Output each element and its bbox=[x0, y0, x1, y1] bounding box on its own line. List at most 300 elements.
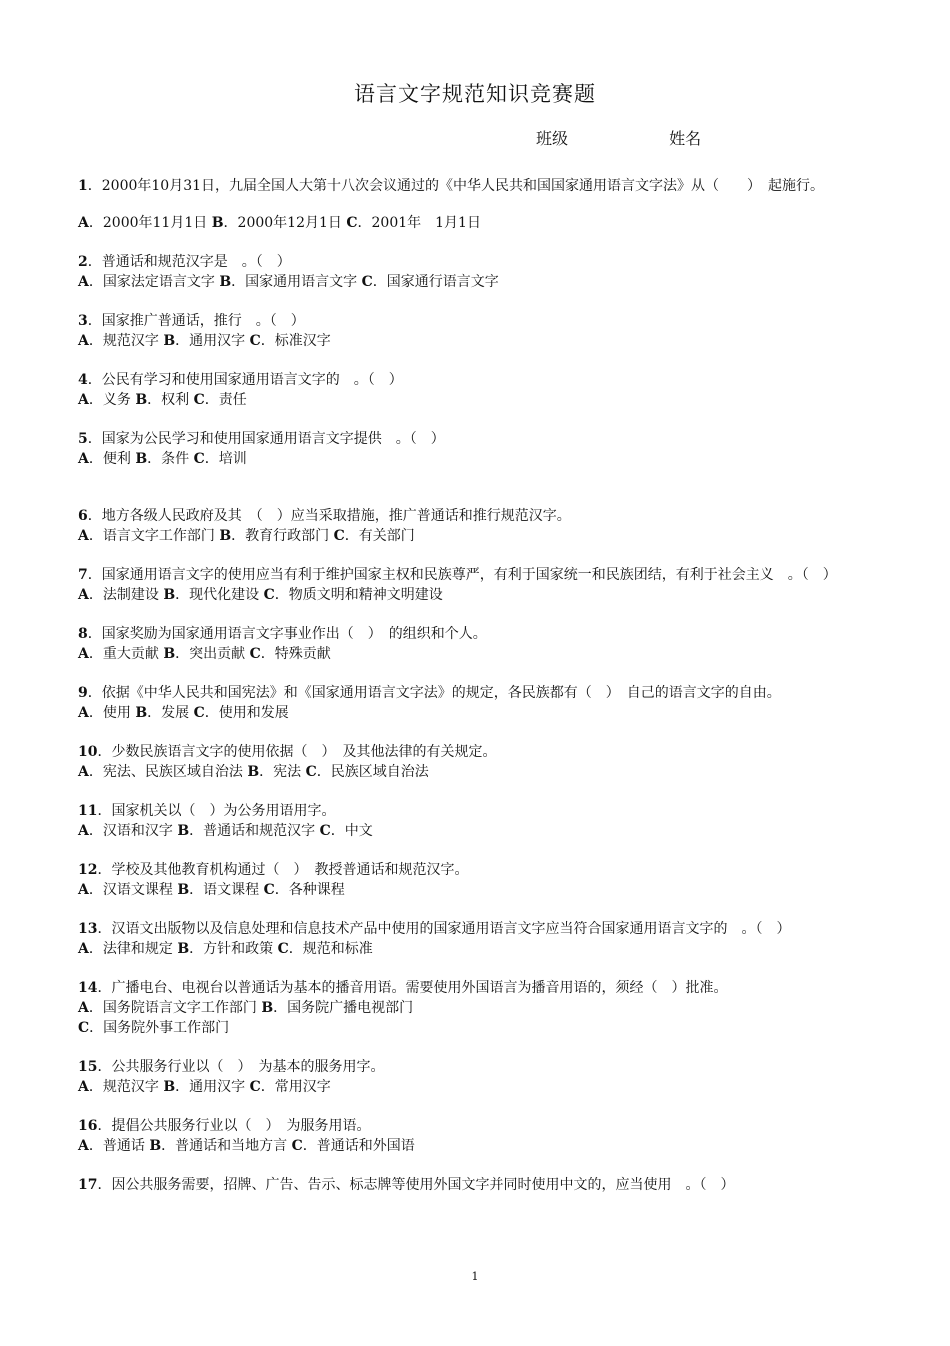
option-letter: B bbox=[149, 1138, 162, 1154]
question-number-dot: ． bbox=[97, 980, 112, 996]
answer-option bbox=[250, 1079, 331, 1095]
question-item bbox=[78, 311, 878, 370]
option-letter-dot: ． bbox=[189, 941, 204, 957]
option-letter: C bbox=[291, 1138, 303, 1154]
option-letter: C bbox=[78, 1020, 90, 1036]
answer-option bbox=[194, 705, 289, 721]
option-letter: A bbox=[78, 528, 89, 544]
option-letter-dot: ． bbox=[88, 705, 103, 721]
answer-option bbox=[78, 1138, 145, 1154]
option-text: 常用汉字 bbox=[274, 1079, 331, 1095]
option-letter: A bbox=[78, 882, 89, 898]
answer-option bbox=[212, 215, 342, 231]
option-text: 培训 bbox=[218, 451, 247, 467]
option-letter: B bbox=[135, 705, 148, 721]
answer-option bbox=[278, 941, 373, 957]
option-text: 2000年12月1日 bbox=[237, 215, 342, 231]
question-number-dot: ． bbox=[87, 178, 102, 194]
question-number: 9 bbox=[78, 685, 88, 701]
option-text: 语言文字工作部门 bbox=[102, 528, 215, 544]
option-letter-dot: ． bbox=[288, 941, 303, 957]
answer-option bbox=[261, 1000, 413, 1016]
option-text: 条件 bbox=[161, 451, 190, 467]
options-line bbox=[78, 1018, 878, 1038]
option-letter-dot: ． bbox=[88, 587, 103, 603]
option-letter: B bbox=[211, 215, 224, 231]
option-letter: B bbox=[219, 528, 232, 544]
question-item bbox=[78, 1175, 878, 1214]
option-letter-dot: ． bbox=[316, 764, 331, 780]
question-text-line bbox=[78, 429, 878, 449]
question-number-dot: ． bbox=[87, 508, 102, 524]
answer-option bbox=[135, 705, 189, 721]
option-letter: A bbox=[78, 587, 89, 603]
option-text: 权利 bbox=[161, 392, 190, 408]
answer-option bbox=[163, 587, 259, 603]
question-number-dot: ． bbox=[87, 685, 102, 701]
question-text-line bbox=[78, 742, 878, 762]
question-text-line bbox=[78, 624, 878, 644]
question-number-dot: ． bbox=[87, 372, 102, 388]
question-number: 11 bbox=[78, 803, 98, 819]
option-letter: A bbox=[78, 705, 89, 721]
option-letter-dot: ． bbox=[147, 392, 162, 408]
answer-option bbox=[78, 1000, 257, 1016]
answer-option bbox=[264, 587, 443, 603]
question-number-dot: ． bbox=[87, 313, 102, 329]
question-text-line bbox=[78, 1057, 878, 1077]
option-letter-dot: ． bbox=[204, 705, 219, 721]
question-item bbox=[78, 252, 878, 311]
option-text: 重大贡献 bbox=[102, 646, 159, 662]
question-number: 4 bbox=[78, 372, 88, 388]
question-text-line bbox=[78, 565, 878, 585]
question-text: 公民有学习和使用国家通用语言文字的 。（ ） bbox=[101, 372, 403, 388]
answer-option bbox=[194, 392, 247, 408]
answer-option bbox=[149, 1138, 287, 1154]
question-text-line bbox=[78, 252, 878, 272]
option-letter: B bbox=[177, 823, 190, 839]
option-letter-dot: ． bbox=[260, 1079, 275, 1095]
option-letter-dot: ． bbox=[204, 451, 219, 467]
option-text: 便利 bbox=[102, 451, 131, 467]
option-text: 现代化建设 bbox=[189, 587, 260, 603]
option-letter-dot: ． bbox=[204, 392, 219, 408]
option-letter: B bbox=[247, 764, 260, 780]
answer-option bbox=[78, 333, 159, 349]
option-letter-dot: ． bbox=[231, 274, 246, 290]
options-line bbox=[78, 644, 878, 664]
option-letter: B bbox=[177, 882, 190, 898]
answer-option bbox=[334, 528, 415, 544]
question-item bbox=[78, 801, 878, 860]
option-letter-dot: ． bbox=[88, 882, 103, 898]
option-letter: C bbox=[319, 823, 331, 839]
question-number: 8 bbox=[78, 626, 88, 642]
option-text: 宪法 bbox=[273, 764, 302, 780]
question-text: 学校及其他教育机构通过（ ） 教授普通话和规范汉字。 bbox=[111, 862, 469, 878]
option-text: 特殊贡献 bbox=[274, 646, 331, 662]
answer-option bbox=[78, 823, 173, 839]
question-text: 国家推广普通话，推行 。（ ） bbox=[101, 313, 305, 329]
options-line bbox=[78, 390, 878, 410]
question-number-dot: ． bbox=[97, 1177, 112, 1193]
option-letter-dot: ． bbox=[259, 764, 274, 780]
option-text: 汉语和汉字 bbox=[102, 823, 173, 839]
question-text-line bbox=[78, 1116, 878, 1136]
option-letter: B bbox=[219, 274, 232, 290]
option-text: 责任 bbox=[218, 392, 247, 408]
option-text: 法制建设 bbox=[102, 587, 159, 603]
question-number: 2 bbox=[78, 254, 88, 270]
answer-option bbox=[78, 528, 215, 544]
question-item bbox=[78, 565, 878, 624]
question-number: 6 bbox=[78, 508, 88, 524]
student-fields bbox=[536, 126, 701, 149]
question-text-line bbox=[78, 311, 878, 331]
answer-option bbox=[78, 1079, 159, 1095]
option-letter: A bbox=[78, 1079, 89, 1095]
option-text: 通用汉字 bbox=[189, 333, 246, 349]
answer-option bbox=[306, 764, 429, 780]
option-text: 中文 bbox=[344, 823, 373, 839]
options-line bbox=[78, 821, 878, 841]
question-item bbox=[78, 919, 878, 978]
answer-option bbox=[177, 941, 273, 957]
question-number-dot: ． bbox=[97, 1059, 112, 1075]
question-item bbox=[78, 742, 878, 801]
option-letter: C bbox=[333, 528, 345, 544]
question-text: 国家通用语言文字的使用应当有利于维护国家主权和民族尊严，有利于国家统一和民族团结，有利于社会主义 。（ ） bbox=[101, 567, 837, 583]
question-text-line bbox=[78, 801, 878, 821]
option-letter-dot: ． bbox=[175, 1079, 190, 1095]
question-text: 少数民族语言文字的使用依据（ ） 及其他法律的有关规定。 bbox=[111, 744, 497, 760]
option-text: 规范汉字 bbox=[102, 333, 159, 349]
option-text: 规范和标准 bbox=[302, 941, 373, 957]
question-text: 提倡公共服务行业以（ ） 为服务用语。 bbox=[111, 1118, 371, 1134]
option-letter-dot: ． bbox=[88, 941, 103, 957]
answer-option bbox=[78, 215, 207, 231]
option-letter: A bbox=[78, 764, 89, 780]
question-item bbox=[78, 978, 878, 1057]
answer-option bbox=[177, 823, 315, 839]
options-line bbox=[78, 880, 878, 900]
option-letter-dot: ． bbox=[223, 215, 238, 231]
option-text: 通用汉字 bbox=[189, 1079, 246, 1095]
page-title: 语言文字规范知识竞赛题 bbox=[354, 82, 596, 106]
option-letter-dot: ． bbox=[88, 1079, 103, 1095]
question-text: 国家机关以（ ）为公务用语用字。 bbox=[111, 803, 336, 819]
question-number-dot: ． bbox=[87, 567, 102, 583]
option-letter-dot: ． bbox=[88, 333, 103, 349]
options-line bbox=[78, 585, 878, 605]
question-item bbox=[78, 176, 878, 252]
option-text: 普通话 bbox=[102, 1138, 145, 1154]
answer-option bbox=[292, 1138, 415, 1154]
question-text-line bbox=[78, 860, 878, 880]
option-text: 各种课程 bbox=[288, 882, 345, 898]
option-letter: B bbox=[163, 646, 176, 662]
option-letter: B bbox=[163, 333, 176, 349]
option-letter: C bbox=[263, 882, 275, 898]
answer-option bbox=[250, 333, 331, 349]
question-text-line bbox=[78, 176, 878, 196]
answer-option bbox=[247, 764, 301, 780]
option-letter-dot: ． bbox=[175, 646, 190, 662]
question-item bbox=[78, 624, 878, 683]
option-letter-dot: ． bbox=[260, 646, 275, 662]
option-letter-dot: ． bbox=[88, 646, 103, 662]
question-item bbox=[78, 860, 878, 919]
option-letter-dot: ． bbox=[89, 1020, 104, 1036]
option-letter: C bbox=[277, 941, 289, 957]
option-text: 规范汉字 bbox=[102, 1079, 159, 1095]
name-label: 姓名 bbox=[669, 129, 702, 148]
option-letter: C bbox=[193, 705, 205, 721]
option-letter: A bbox=[78, 646, 89, 662]
option-text: 普通话和外国语 bbox=[316, 1138, 415, 1154]
options-line bbox=[78, 703, 878, 723]
option-text: 语文课程 bbox=[203, 882, 260, 898]
option-text: 汉语文课程 bbox=[102, 882, 173, 898]
option-letter-dot: ． bbox=[302, 1138, 317, 1154]
question-number: 1 bbox=[78, 178, 88, 194]
option-letter-dot: ． bbox=[161, 1138, 176, 1154]
question-number: 7 bbox=[78, 567, 88, 583]
answer-option bbox=[135, 392, 189, 408]
answer-option bbox=[250, 646, 331, 662]
question-item bbox=[78, 683, 878, 742]
option-letter-dot: ． bbox=[88, 274, 103, 290]
option-letter-dot: ． bbox=[274, 587, 289, 603]
options-line bbox=[78, 939, 878, 959]
question-text-line bbox=[78, 1175, 878, 1195]
option-letter: A bbox=[78, 215, 89, 231]
answer-option bbox=[163, 646, 245, 662]
option-text: 标准汉字 bbox=[274, 333, 331, 349]
option-letter: B bbox=[135, 392, 148, 408]
question-number: 13 bbox=[78, 921, 98, 937]
option-text: 国家通用语言文字 bbox=[245, 274, 358, 290]
question-text: 依据《中华人民共和国宪法》和《国家通用语言文字法》的规定，各民族都有（ ） 自己的语言文字的自由。 bbox=[101, 685, 781, 701]
option-letter: A bbox=[78, 333, 89, 349]
option-text: 使用 bbox=[102, 705, 131, 721]
option-text: 教育行政部门 bbox=[245, 528, 330, 544]
question-text-line bbox=[78, 370, 878, 390]
answer-option bbox=[78, 274, 215, 290]
option-letter: B bbox=[135, 451, 148, 467]
option-text: 2000年11月1日 bbox=[102, 215, 208, 231]
option-text: 方针和政策 bbox=[203, 941, 274, 957]
question-text: 国家为公民学习和使用国家通用语言文字提供 。（ ） bbox=[101, 431, 445, 447]
option-letter: C bbox=[249, 646, 261, 662]
options-line bbox=[78, 272, 878, 292]
question-number: 17 bbox=[78, 1177, 98, 1193]
option-text: 法律和规定 bbox=[102, 941, 173, 957]
question-number: 3 bbox=[78, 313, 88, 329]
option-letter-dot: ． bbox=[372, 274, 387, 290]
option-letter: C bbox=[193, 392, 205, 408]
question-number: 10 bbox=[78, 744, 98, 760]
option-letter-dot: ． bbox=[88, 528, 103, 544]
option-letter: A bbox=[78, 941, 89, 957]
option-letter: B bbox=[261, 1000, 274, 1016]
option-letter-dot: ． bbox=[175, 587, 190, 603]
answer-option bbox=[78, 451, 131, 467]
option-letter-dot: ． bbox=[330, 823, 345, 839]
option-text: 使用和发展 bbox=[218, 705, 289, 721]
option-letter-dot: ． bbox=[88, 392, 103, 408]
option-letter: C bbox=[249, 1079, 261, 1095]
question-item bbox=[78, 429, 878, 506]
option-text: 国家通行语言文字 bbox=[386, 274, 499, 290]
question-list bbox=[78, 176, 878, 1214]
question-number-dot: ． bbox=[97, 921, 112, 937]
answer-option bbox=[135, 451, 189, 467]
option-letter: C bbox=[193, 451, 205, 467]
question-text-line bbox=[78, 683, 878, 703]
option-letter-dot: ． bbox=[88, 764, 103, 780]
option-letter-dot: ． bbox=[88, 451, 103, 467]
question-text: 汉语文出版物以及信息处理和信息技术产品中使用的国家通用语言文字应当符合国家通用语言文字的 。（ ） bbox=[111, 921, 791, 937]
question-number: 5 bbox=[78, 431, 88, 447]
question-number-dot: ． bbox=[97, 1118, 112, 1134]
question-text: 公共服务行业以（ ） 为基本的服务用字。 bbox=[111, 1059, 385, 1075]
option-letter-dot: ． bbox=[260, 333, 275, 349]
answer-option bbox=[78, 764, 243, 780]
option-letter: C bbox=[346, 215, 358, 231]
question-number-dot: ． bbox=[97, 744, 112, 760]
question-text: 因公共服务需要，招牌、广告、告示、标志牌等使用外国文字并同时使用中文的，应当使用 。（ ） bbox=[111, 1177, 735, 1193]
option-letter-dot: ． bbox=[344, 528, 359, 544]
question-number: 14 bbox=[78, 980, 98, 996]
answer-option bbox=[78, 882, 173, 898]
answer-option bbox=[78, 392, 131, 408]
question-number-dot: ． bbox=[97, 803, 112, 819]
options-line bbox=[78, 998, 878, 1018]
question-number: 15 bbox=[78, 1059, 98, 1075]
question-number-dot: ． bbox=[87, 431, 102, 447]
answer-option bbox=[219, 274, 357, 290]
option-letter-dot: ． bbox=[147, 705, 162, 721]
option-letter-dot: ． bbox=[189, 882, 204, 898]
option-text: 普通话和当地方言 bbox=[175, 1138, 288, 1154]
option-text: 2001年 1月1日 bbox=[371, 215, 481, 231]
answer-option bbox=[163, 333, 245, 349]
option-letter-dot: ． bbox=[88, 215, 103, 231]
option-text: 国务院广播电视部门 bbox=[287, 1000, 414, 1016]
question-text-line bbox=[78, 978, 878, 998]
answer-option bbox=[320, 823, 373, 839]
option-letter-dot: ． bbox=[189, 823, 204, 839]
option-letter: A bbox=[78, 1138, 89, 1154]
page-number: 1 bbox=[471, 1270, 479, 1283]
option-letter: C bbox=[305, 764, 317, 780]
question-text: 2000年10月31日，九届全国人大第十八次会议通过的《中华人民共和国国家通用语言文字法》从（ ） 起施行。 bbox=[101, 178, 825, 194]
option-text: 宪法、民族区域自治法 bbox=[102, 764, 243, 780]
question-number-dot: ． bbox=[97, 862, 112, 878]
options-line bbox=[78, 1077, 878, 1097]
option-letter: B bbox=[163, 587, 176, 603]
question-text: 国家奖励为国家通用语言文字事业作出（ ） 的组织和个人。 bbox=[101, 626, 487, 642]
question-text: 普通话和规范汉字是 。（ ） bbox=[101, 254, 291, 270]
options-line bbox=[78, 762, 878, 782]
option-letter-dot: ． bbox=[357, 215, 372, 231]
question-item bbox=[78, 506, 878, 565]
answer-option bbox=[78, 941, 173, 957]
options-line bbox=[78, 449, 878, 469]
option-letter-dot: ． bbox=[231, 528, 246, 544]
option-letter: C bbox=[249, 333, 261, 349]
option-letter: A bbox=[78, 451, 89, 467]
option-letter: A bbox=[78, 823, 89, 839]
option-letter: A bbox=[78, 274, 89, 290]
option-letter-dot: ． bbox=[88, 823, 103, 839]
option-letter: B bbox=[163, 1079, 176, 1095]
option-text: 物质文明和精神文明建设 bbox=[288, 587, 443, 603]
question-number-dot: ． bbox=[87, 254, 102, 270]
question-number: 16 bbox=[78, 1118, 98, 1134]
options-line bbox=[78, 213, 878, 233]
question-text-line bbox=[78, 506, 878, 526]
option-text: 发展 bbox=[161, 705, 190, 721]
question-item bbox=[78, 370, 878, 429]
question-text-line bbox=[78, 919, 878, 939]
option-letter-dot: ． bbox=[88, 1138, 103, 1154]
answer-option bbox=[346, 215, 481, 231]
option-letter: B bbox=[177, 941, 190, 957]
question-number: 12 bbox=[78, 862, 98, 878]
answer-option bbox=[78, 705, 131, 721]
answer-option bbox=[78, 587, 159, 603]
question-item bbox=[78, 1057, 878, 1116]
option-text: 国务院语言文字工作部门 bbox=[102, 1000, 257, 1016]
options-line bbox=[78, 526, 878, 546]
option-text: 义务 bbox=[102, 392, 131, 408]
question-text: 地方各级人民政府及其 （ ）应当采取措施，推广普通话和推行规范汉字。 bbox=[101, 508, 571, 524]
option-text: 国家法定语言文字 bbox=[102, 274, 215, 290]
option-text: 国务院外事工作部门 bbox=[103, 1020, 230, 1036]
class-label: 班级 bbox=[536, 129, 569, 148]
option-letter-dot: ． bbox=[273, 1000, 288, 1016]
option-letter-dot: ． bbox=[175, 333, 190, 349]
option-letter: A bbox=[78, 1000, 89, 1016]
option-text: 普通话和规范汉字 bbox=[203, 823, 316, 839]
answer-option bbox=[163, 1079, 245, 1095]
option-letter: C bbox=[263, 587, 275, 603]
answer-option bbox=[177, 882, 259, 898]
question-number-dot: ． bbox=[87, 626, 102, 642]
answer-option bbox=[78, 646, 159, 662]
answer-option bbox=[194, 451, 247, 467]
option-text: 有关部门 bbox=[358, 528, 415, 544]
question-item bbox=[78, 1116, 878, 1175]
option-letter-dot: ． bbox=[88, 1000, 103, 1016]
answer-option bbox=[362, 274, 499, 290]
answer-option bbox=[78, 1020, 229, 1036]
option-letter-dot: ． bbox=[147, 451, 162, 467]
option-letter: C bbox=[361, 274, 373, 290]
option-text: 民族区域自治法 bbox=[330, 764, 429, 780]
question-text: 广播电台、电视台以普通话为基本的播音用语。需要使用外国语言为播音用语的，须经（ ）批准。 bbox=[111, 980, 728, 996]
option-text: 突出贡献 bbox=[189, 646, 246, 662]
answer-option bbox=[264, 882, 345, 898]
answer-option bbox=[219, 528, 329, 544]
options-line bbox=[78, 331, 878, 351]
option-letter-dot: ． bbox=[274, 882, 289, 898]
option-letter: A bbox=[78, 392, 89, 408]
options-line bbox=[78, 1136, 878, 1156]
